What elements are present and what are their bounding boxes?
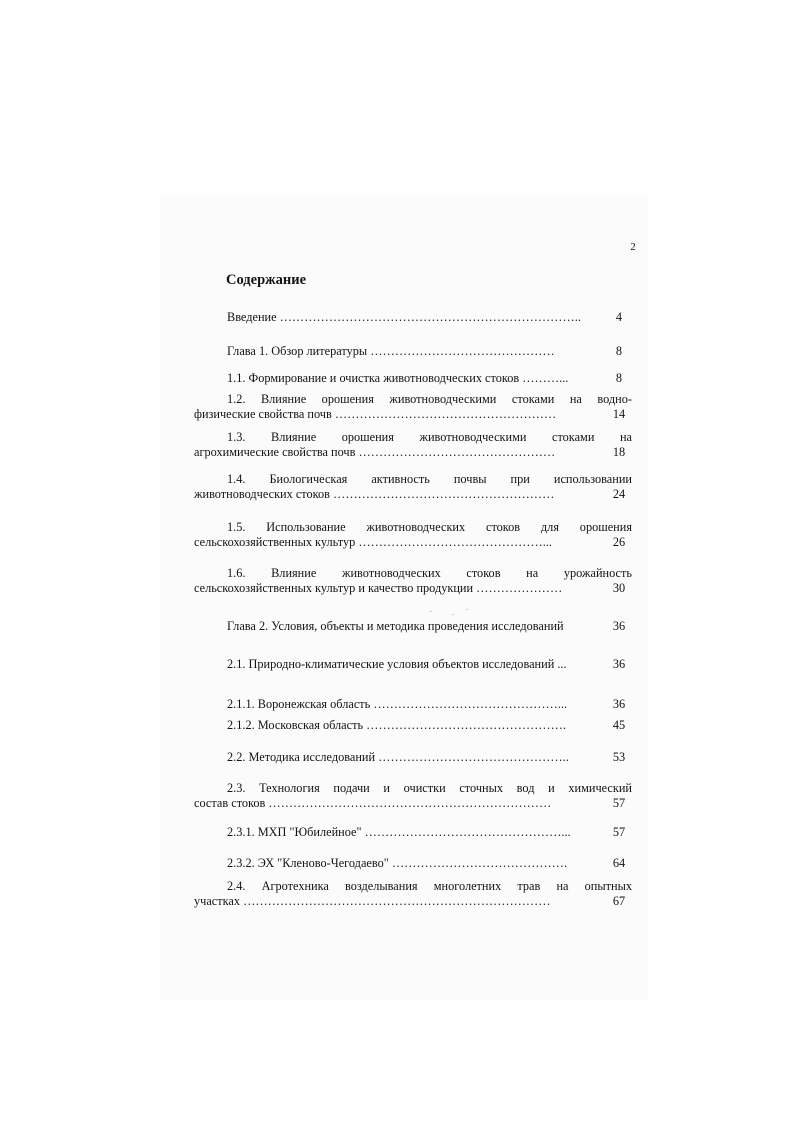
toc-entry-text: сельскохозяйственных культур ………………………………………... <box>194 535 552 549</box>
toc-entry <box>194 879 630 909</box>
toc-entry-page: 57 <box>612 825 626 839</box>
toc-entry-page: 36 <box>612 619 626 633</box>
toc-line <box>194 825 630 840</box>
toc-line <box>194 781 630 796</box>
toc-entry-text: участках ………………………………………………………………… <box>194 894 551 908</box>
toc-entry <box>194 520 630 550</box>
toc-entry-text: агрохимические свойства почв ………………………………………… <box>194 445 556 459</box>
page-number: 2 <box>630 241 636 253</box>
toc-line <box>194 371 630 386</box>
toc-entry <box>194 430 630 460</box>
toc-entry-page: 57 <box>612 796 626 810</box>
toc-entry-text: 2.1. Природно-климатические условия объектов исследований ... <box>227 657 567 671</box>
toc-line <box>194 879 630 894</box>
toc-entry-text: Глава 2. Условия, объекты и методика проведения исследований <box>227 619 564 633</box>
toc-entry-text: сельскохозяйственных культур и качество продукции ………………… <box>194 581 563 595</box>
toc-entry-text: состав стоков …………………………………………………………… <box>194 796 552 810</box>
toc-entry-text: 1.5. Использование животноводческих стоков для орошения <box>227 520 632 534</box>
toc-entry-page: 18 <box>612 445 626 459</box>
toc-line <box>194 430 630 445</box>
toc-entry <box>194 697 630 712</box>
toc-entry <box>194 344 630 359</box>
toc-entry-page: 24 <box>612 487 626 501</box>
toc-entry-page: 14 <box>612 407 626 421</box>
toc-entry-page: 45 <box>612 718 626 732</box>
toc-entry-page: 30 <box>612 581 626 595</box>
toc-title: Содержание <box>226 272 307 288</box>
toc-entry <box>194 718 630 733</box>
toc-entry-text: 1.4. Биологическая активность почвы при использовании <box>227 472 632 486</box>
toc-line <box>194 581 630 596</box>
toc-entry-page: 36 <box>612 657 626 671</box>
toc-line <box>194 697 630 712</box>
toc-entry-text: Глава 1. Обзор литературы ……………………………………… <box>227 344 555 358</box>
toc-entry-page: 4 <box>615 310 623 324</box>
toc-line <box>194 472 630 487</box>
toc-entry-page: 8 <box>615 371 623 385</box>
toc-line <box>194 520 630 535</box>
toc-entry <box>194 392 630 422</box>
scan-speck <box>430 611 432 612</box>
toc-entry <box>194 371 630 386</box>
toc-entry-text: 2.4. Агротехника возделывания многолетних трав на опытных <box>227 879 632 893</box>
toc-entry-text: 1.3. Влияние орошения животноводческими стоками на <box>227 430 632 444</box>
scan-speck <box>466 609 468 610</box>
toc-entry <box>194 657 630 672</box>
toc-entry-page: 67 <box>612 894 626 908</box>
toc-line <box>194 796 630 811</box>
toc-entry-page: 26 <box>612 535 626 549</box>
toc-entry-text: животноводческих стоков ……………………………………………… <box>194 487 555 501</box>
toc-entry-page: 64 <box>612 856 626 870</box>
toc-line <box>194 856 630 871</box>
toc-entry-text: физические свойства почв ……………………………………………… <box>194 407 557 421</box>
toc-entry-text: 2.3.1. МХП "Юбилейное" …………………………………………... <box>227 825 571 839</box>
toc-entry-text: 1.2. Влияние орошения животноводческими стоками на водно- <box>227 392 632 406</box>
toc-entry-text: 2.2. Методика исследований ……………………………………….. <box>227 750 569 764</box>
toc-line <box>194 619 630 634</box>
toc-entry-page: 36 <box>612 697 626 711</box>
toc-entry-text: Введение ……………………………………………………………….. <box>227 310 581 324</box>
toc-entry-text: 2.3. Технология подачи и очистки сточных вод и химический <box>227 781 632 795</box>
toc-line <box>194 392 630 407</box>
toc-entry <box>194 750 630 765</box>
toc-entry <box>194 472 630 502</box>
toc-line <box>194 535 630 550</box>
toc-line <box>194 407 630 422</box>
toc-entry <box>194 619 630 634</box>
toc-line <box>194 310 630 325</box>
toc-entry <box>194 566 630 596</box>
toc-entry-text: 1.1. Формирование и очистка животноводческих стоков ………... <box>227 371 569 385</box>
toc-line <box>194 894 630 909</box>
scan-speck <box>452 614 454 615</box>
toc-entry <box>194 825 630 840</box>
toc-entry <box>194 310 630 325</box>
toc-entry-text: 2.3.2. ЭХ "Кленово-Чегодаево" ……………………………………. <box>227 856 568 870</box>
toc-line <box>194 750 630 765</box>
toc-entry-page: 53 <box>612 750 626 764</box>
toc-entry-text: 2.1.1. Воронежская область ………………………………………... <box>227 697 568 711</box>
toc-line <box>194 657 630 672</box>
toc-entry-text: 1.6. Влияние животноводческих стоков на урожайность <box>227 566 632 580</box>
toc-entry <box>194 856 630 871</box>
toc-entry-text: 2.1.2. Московская область …………………………………………. <box>227 718 566 732</box>
toc-entry <box>194 781 630 811</box>
toc-line <box>194 445 630 460</box>
toc-line <box>194 718 630 733</box>
toc-line <box>194 344 630 359</box>
toc-line <box>194 487 630 502</box>
toc-line <box>194 566 630 581</box>
toc-entry-page: 8 <box>615 344 623 358</box>
